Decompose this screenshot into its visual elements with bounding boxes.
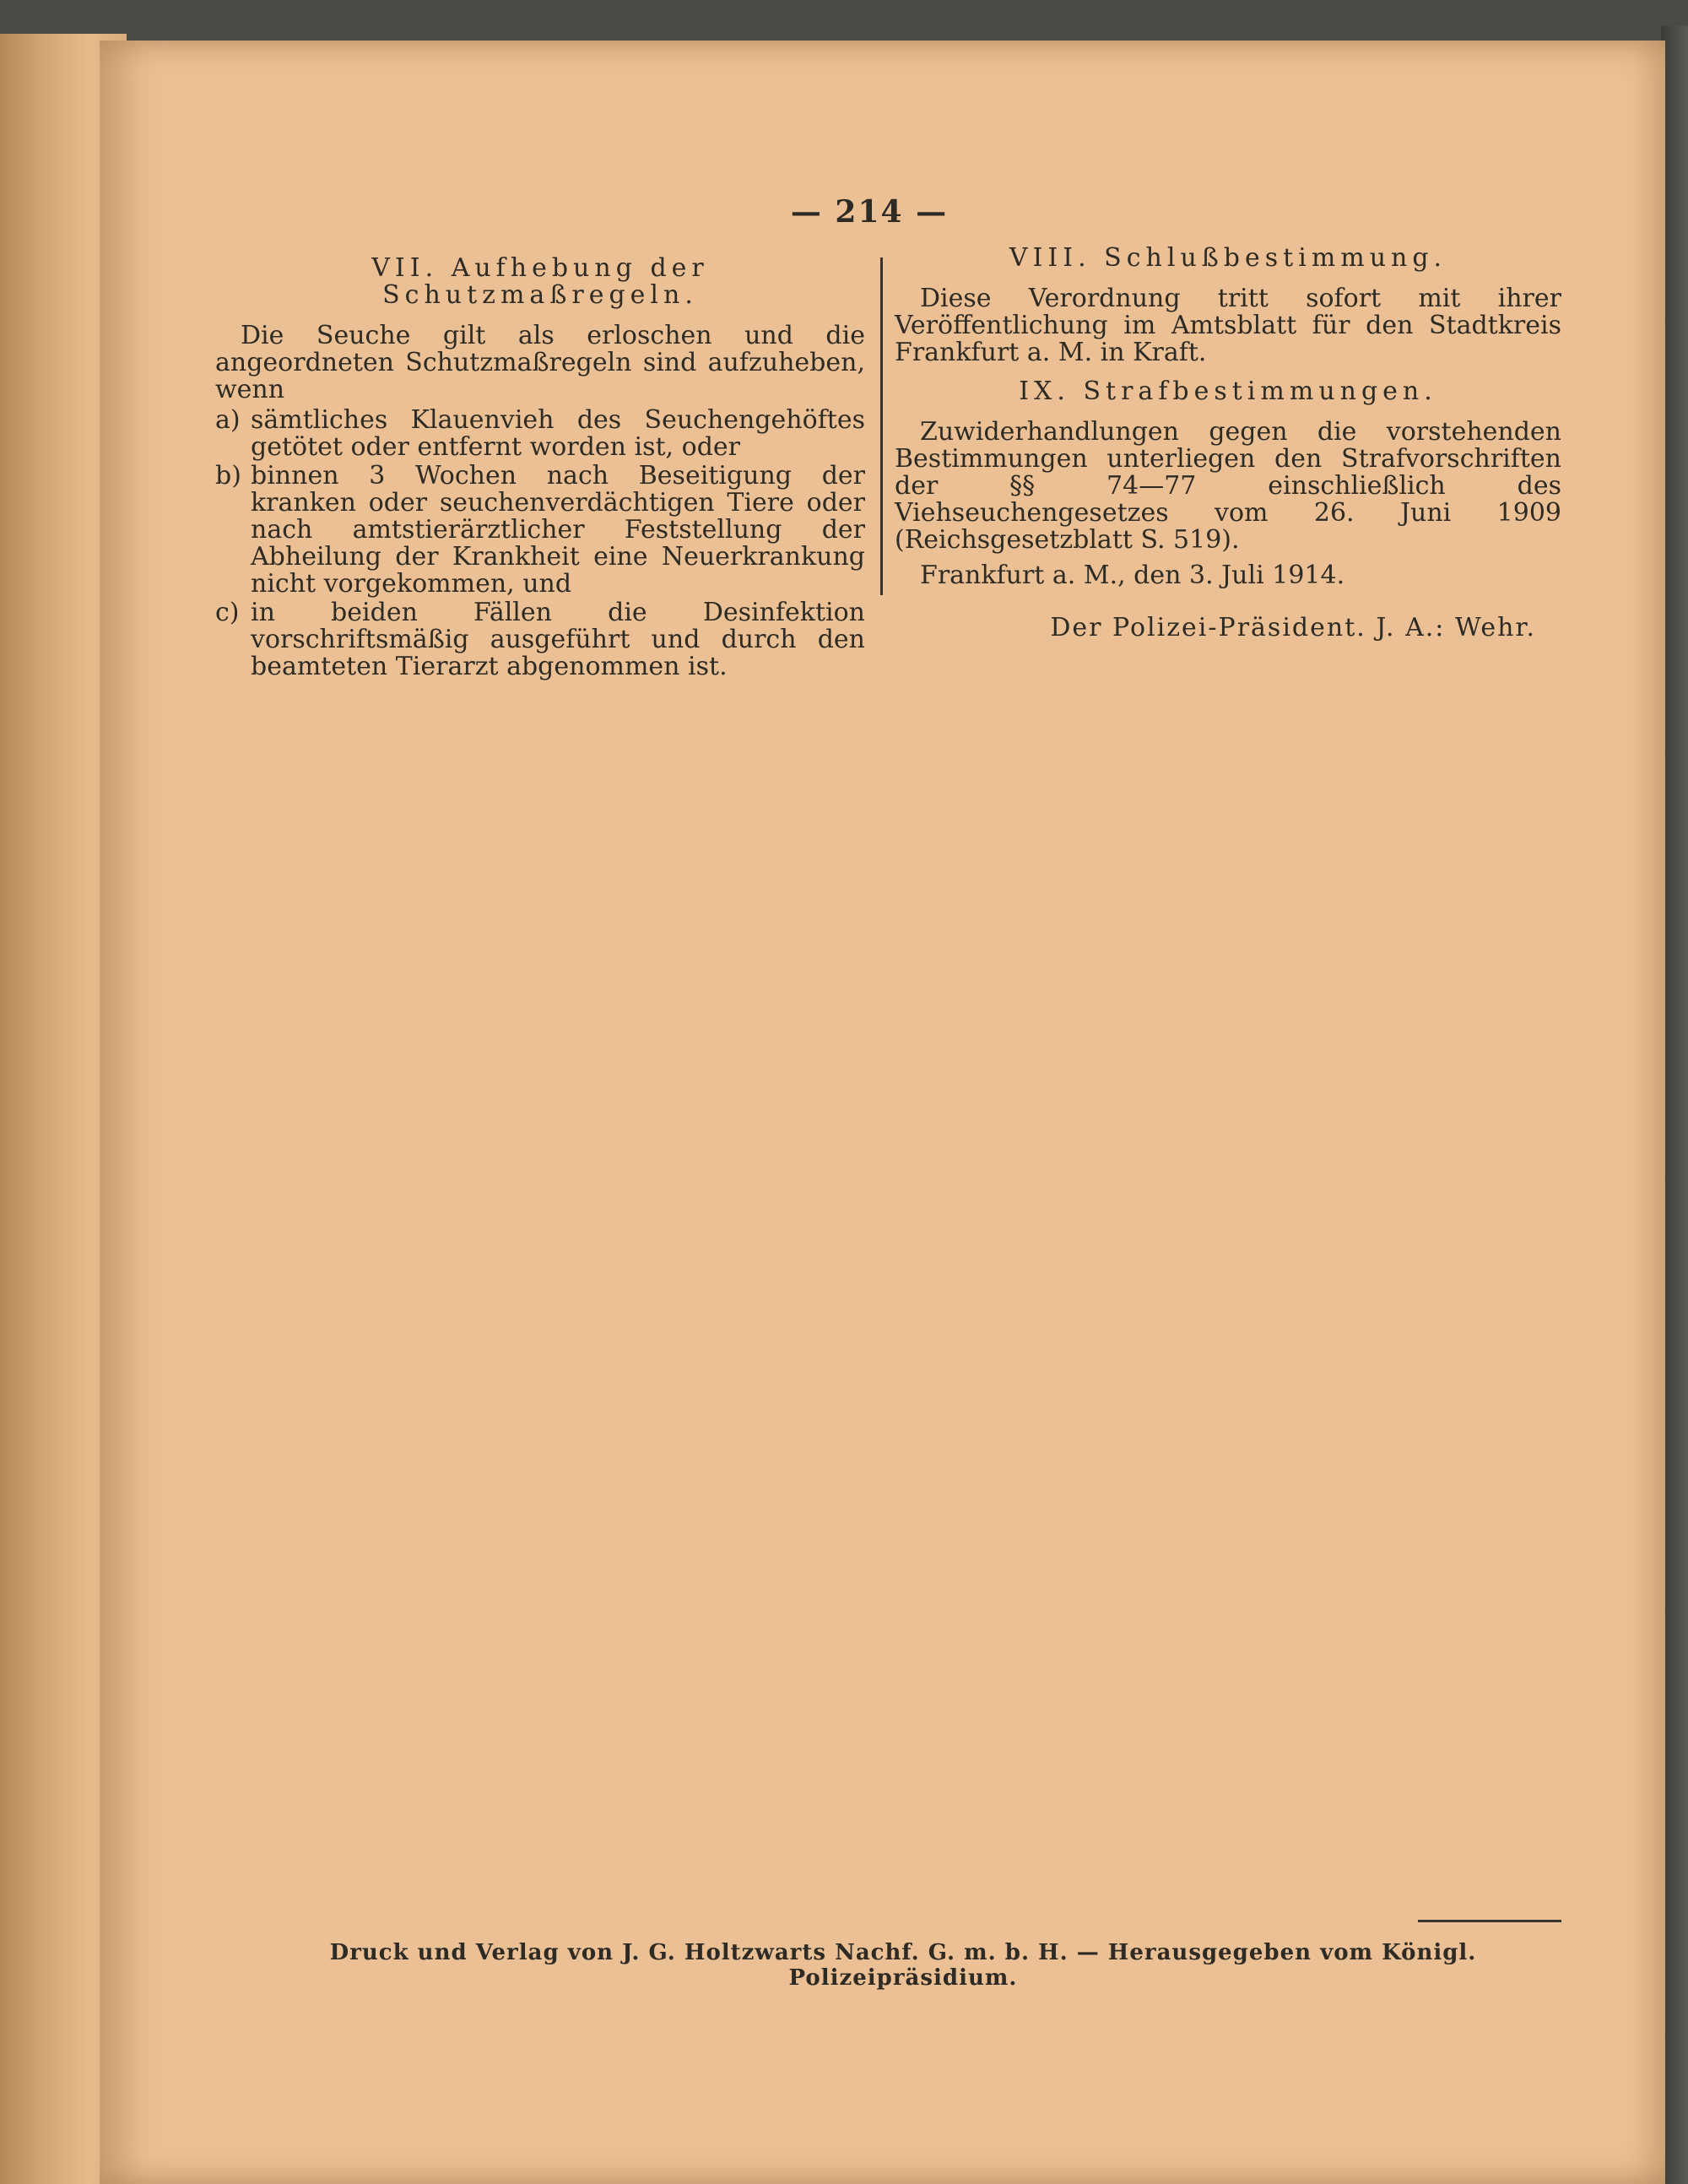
section-ix-text: Zuwiderhandlungen gegen die vorstehenden Bestimmungen unterliegen den Strafvorschriften der §§ 74—77 einschließlich des Viehseuchengesetzes vom 26. Juni 1909 (Reichsgesetzblatt S. 519). — [895, 417, 1561, 555]
list-item — [215, 407, 865, 461]
section-heading-ix: IX. Strafbestimmungen. — [1019, 377, 1437, 406]
left-column — [215, 255, 865, 682]
section-viii-text: Diese Verordnung tritt sofort mit ihrer Veröffentlichung im Amtsblatt für den Stadtkreis Frankfurt a. M. in Kraft. — [895, 284, 1561, 367]
list-marker: a) — [215, 405, 241, 435]
list-item-text: binnen 3 Wochen nach Beseitigung der kranken oder seuchenverdächtigen Tiere oder nach amtstierärztlicher Feststellung der Abheilung der Krankheit eine Neuerkrankung nicht vorgekommen, und — [251, 461, 865, 599]
page-number: — 214 — — [790, 194, 949, 230]
section-heading-viii: VIII. Schlußbestimmung. — [1009, 243, 1447, 273]
column-divider — [880, 257, 883, 595]
right-column — [895, 245, 1561, 667]
signature-line: Der Polizei-Präsident. J. A.: Wehr. — [1050, 613, 1536, 642]
list-item-text: in beiden Fällen die Desinfektion vorschriftsmäßig ausgeführt und durch den beamteten Tierarzt abgenommen ist. — [251, 598, 865, 681]
list-item — [215, 599, 865, 680]
date-line: Frankfurt a. M., den 3. Juli 1914. — [920, 561, 1345, 590]
list-marker: b) — [215, 461, 241, 490]
list-item-text: sämtliches Klauenvieh des Seuchengehöftes getötet oder entfernt worden ist, oder — [251, 405, 865, 462]
section-vii-intro: Die Seuche gilt als erloschen und die angeordneten Schutzmaßregeln sind aufzuheben, wenn — [215, 321, 865, 404]
conditions-list — [215, 407, 865, 680]
footer-rule — [1418, 1920, 1561, 1922]
section-heading-vii: VII. Aufhebung der Schutzmaßregeln. — [371, 253, 709, 310]
imprint-footer: Druck und Verlag von J. G. Holtzwarts Nachf. G. m. b. H. — Herausgegeben vom Königl. Polizeipräsidium. — [329, 1940, 1477, 1991]
list-item — [215, 463, 865, 598]
list-marker: c) — [215, 598, 240, 627]
